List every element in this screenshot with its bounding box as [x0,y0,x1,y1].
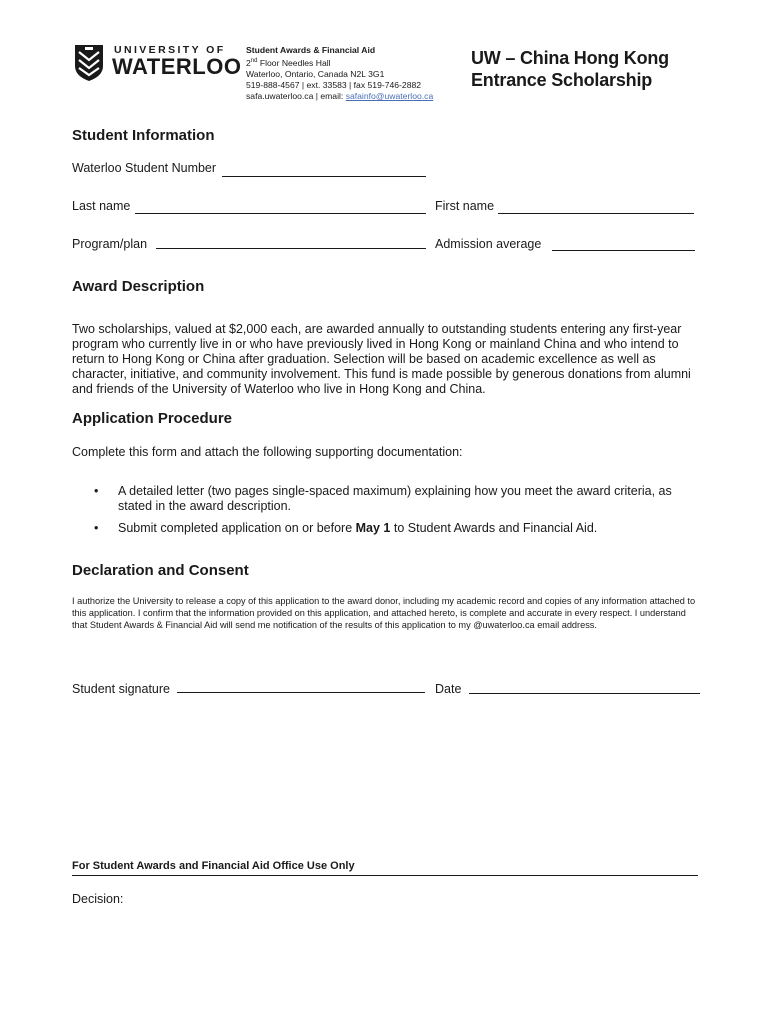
decision-label: Decision: [72,892,124,906]
office-address-block [246,45,433,102]
signature-label: Student signature [72,682,170,696]
office-name: Student Awards & Financial Aid [246,45,376,55]
last-name-field[interactable] [135,213,426,214]
date-field[interactable] [469,693,700,694]
office-phone: 519-888-4567 | ext. 33583 | fax 519-746-2882 [246,79,422,90]
bullet-2: • [94,521,99,535]
bullet-1: • [94,484,99,498]
office-address: 2nd Floor Needles Hall [246,57,331,68]
admission-average-label: Admission average [435,237,542,251]
office-use-heading: For Student Awards and Financial Aid Office Use Only [72,860,355,872]
document-title [471,47,669,91]
title-line-1: UW – China Hong Kong [471,48,669,68]
date-label: Date [435,682,462,696]
office-use-divider [72,875,698,876]
declaration-heading: Declaration and Consent [72,562,249,579]
declaration-text: I authorize the University to release a copy of this application to the award donor, including my academic record and copies of any information attached to this application. I confirm that the information provided on this application, and attached hereto, is complete and accurate in every respect. I understand that Student Awards & Financial Aid will send me notification of the results of this application to my @uwaterloo.ca email address. [72,596,696,630]
office-web: safa.uwaterloo.ca | email: safainfo@uwaterloo.ca [246,90,434,101]
program-field[interactable] [156,248,426,249]
office-email-link[interactable]: safainfo@uwaterloo.ca [345,90,434,101]
student-number-field[interactable] [222,176,426,177]
procedure-intro: Complete this form and attach the following supporting documentation: [72,445,463,459]
university-crest-icon [74,44,104,82]
student-info-heading: Student Information [72,127,215,144]
award-description-text: Two scholarships, valued at $2,000 each, are awarded annually to outstanding students entering any first-year program who currently live in or who have previously lived in Hong Kong or mainland China and who intend to return to Hong Kong or China after graduation. Selection will be based on academic excellence as well as character, initiative, and community involvement. This fund is made possible by generous donations from alumni and friends of the University of Waterloo who live in Hong Kong and China. [72,322,691,396]
first-name-field[interactable] [498,213,694,214]
procedure-item-submit: Submit completed application on or before May 1 to Student Awards and Financial Aid. [118,521,598,535]
last-name-label: Last name [72,199,131,213]
first-name-label: First name [435,199,495,213]
student-number-label: Waterloo Student Number [72,161,217,175]
procedure-item-letter: A detailed letter (two pages single-spaced maximum) explaining how you meet the award criteria, as stated in the award description. [118,484,672,513]
signature-field[interactable] [177,692,425,693]
program-label: Program/plan [72,237,148,251]
award-description-heading: Award Description [72,278,205,295]
office-city: Waterloo, Ontario, Canada N2L 3G1 [246,68,385,79]
logo-university-of: UNIVERSITY OF [114,44,226,56]
application-procedure-heading: Application Procedure [72,410,233,427]
logo-waterloo: WATERLOO [112,54,242,79]
title-line-2: Entrance Scholarship [471,70,653,90]
admission-average-field[interactable] [552,250,695,251]
